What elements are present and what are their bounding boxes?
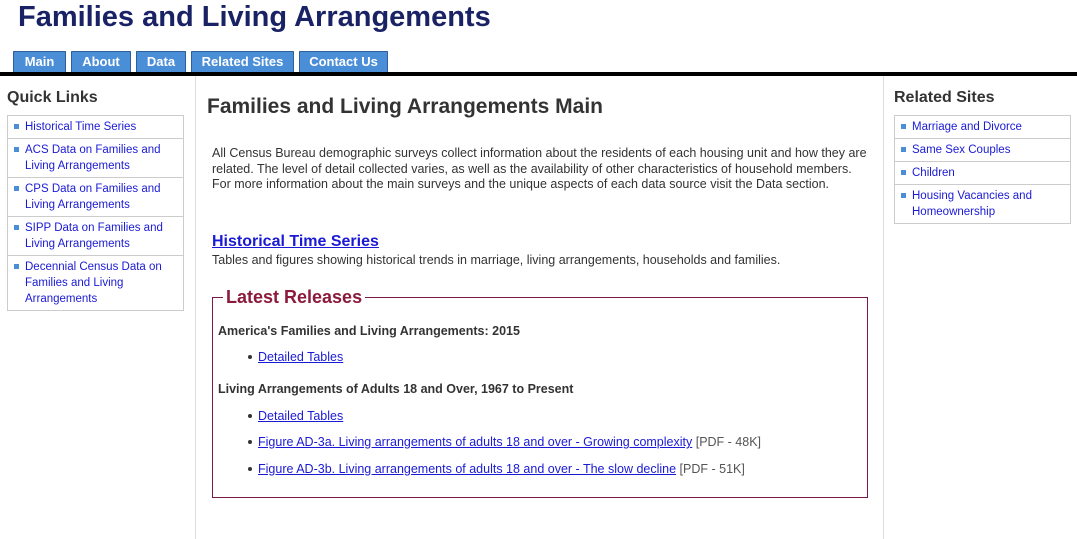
tab-main[interactable]: Main xyxy=(13,51,66,73)
figure-ad-3b-link[interactable]: Figure AD-3b. Living arrangements of adults 18 and over - The slow decline xyxy=(258,462,677,476)
quick-link-label[interactable]: Historical Time Series xyxy=(25,121,137,133)
detailed-tables-link[interactable]: Detailed Tables xyxy=(258,409,344,423)
quick-link-label[interactable]: ACS Data on Families and Living Arrangements xyxy=(25,144,161,172)
intro-paragraph: All Census Bureau demographic surveys collect information about the residents of each housing unit and how they are related. The level of detail collected varies, as well as the availability of other characteristics of household members. For more information about the main surveys and the unique aspects of each data source visit the Data section. xyxy=(212,146,867,191)
bullet-icon xyxy=(248,467,252,471)
related-site-label[interactable]: Housing Vacancies and Homeownership xyxy=(912,190,1032,218)
release-group-title: America's Families and Living Arrangements: 2015 xyxy=(218,324,520,338)
quick-links-heading: Quick Links xyxy=(7,89,98,106)
square-bullet-icon xyxy=(901,124,906,129)
pdf-size-label: [PDF - 51K] xyxy=(676,462,745,476)
historical-time-series-link[interactable]: Historical Time Series xyxy=(212,233,379,250)
square-bullet-icon xyxy=(14,124,19,129)
tab-related-sites[interactable]: Related Sites xyxy=(191,51,294,73)
related-site-marriage-divorce xyxy=(895,116,1070,139)
page-title: Families and Living Arrangements Main xyxy=(207,95,603,118)
historical-time-series-description: Tables and figures showing historical trends in marriage, living arrangements, households and families. xyxy=(212,253,781,267)
quick-links-list xyxy=(7,115,184,311)
quick-link-label[interactable]: CPS Data on Families and Living Arrangements xyxy=(25,183,161,211)
quick-link-decennial-census-data xyxy=(8,256,183,310)
bullet-icon xyxy=(248,440,252,444)
tab-contact-us[interactable]: Contact Us xyxy=(299,51,388,73)
related-site-same-sex-couples xyxy=(895,139,1070,162)
site-title: Families and Living Arrangements xyxy=(18,1,491,33)
square-bullet-icon xyxy=(901,147,906,152)
square-bullet-icon xyxy=(901,193,906,198)
tab-about[interactable]: About xyxy=(71,51,131,73)
detailed-tables-link[interactable]: Detailed Tables xyxy=(258,350,344,364)
quick-link-historical-time-series xyxy=(8,116,183,139)
latest-releases-box xyxy=(212,287,868,498)
tab-data[interactable]: Data xyxy=(136,51,186,73)
related-sites-list xyxy=(894,115,1071,224)
quick-link-cps-data xyxy=(8,178,183,217)
square-bullet-icon xyxy=(14,264,19,269)
release-item xyxy=(258,434,761,450)
latest-releases-heading: Latest Releases xyxy=(223,287,365,307)
square-bullet-icon xyxy=(14,186,19,191)
related-sites-heading: Related Sites xyxy=(894,89,995,106)
figure-ad-3a-link[interactable]: Figure AD-3a. Living arrangements of adults 18 and over - Growing complexity xyxy=(258,435,693,449)
square-bullet-icon xyxy=(14,147,19,152)
square-bullet-icon xyxy=(14,225,19,230)
release-group-title: Living Arrangements of Adults 18 and Over, 1967 to Present xyxy=(218,382,574,396)
related-site-children xyxy=(895,162,1070,185)
bullet-icon xyxy=(248,414,252,418)
quick-links-sidebar xyxy=(0,76,196,539)
release-item xyxy=(258,408,343,424)
related-site-label[interactable]: Children xyxy=(912,167,955,179)
release-item xyxy=(258,461,745,477)
related-site-housing-vacancies xyxy=(895,185,1070,223)
quick-link-acs-data xyxy=(8,139,183,178)
bullet-icon xyxy=(248,355,252,359)
square-bullet-icon xyxy=(901,170,906,175)
quick-link-label[interactable]: SIPP Data on Families and Living Arrangements xyxy=(25,222,163,250)
pdf-size-label: [PDF - 48K] xyxy=(692,435,762,449)
related-sites-sidebar xyxy=(883,76,1077,539)
quick-link-sipp-data xyxy=(8,217,183,256)
related-site-label[interactable]: Marriage and Divorce xyxy=(912,121,1022,133)
release-item xyxy=(258,349,343,365)
related-site-label[interactable]: Same Sex Couples xyxy=(912,144,1011,156)
main-nav-tabs xyxy=(13,51,393,73)
quick-link-label[interactable]: Decennial Census Data on Families and Living Arrangements xyxy=(25,261,162,305)
